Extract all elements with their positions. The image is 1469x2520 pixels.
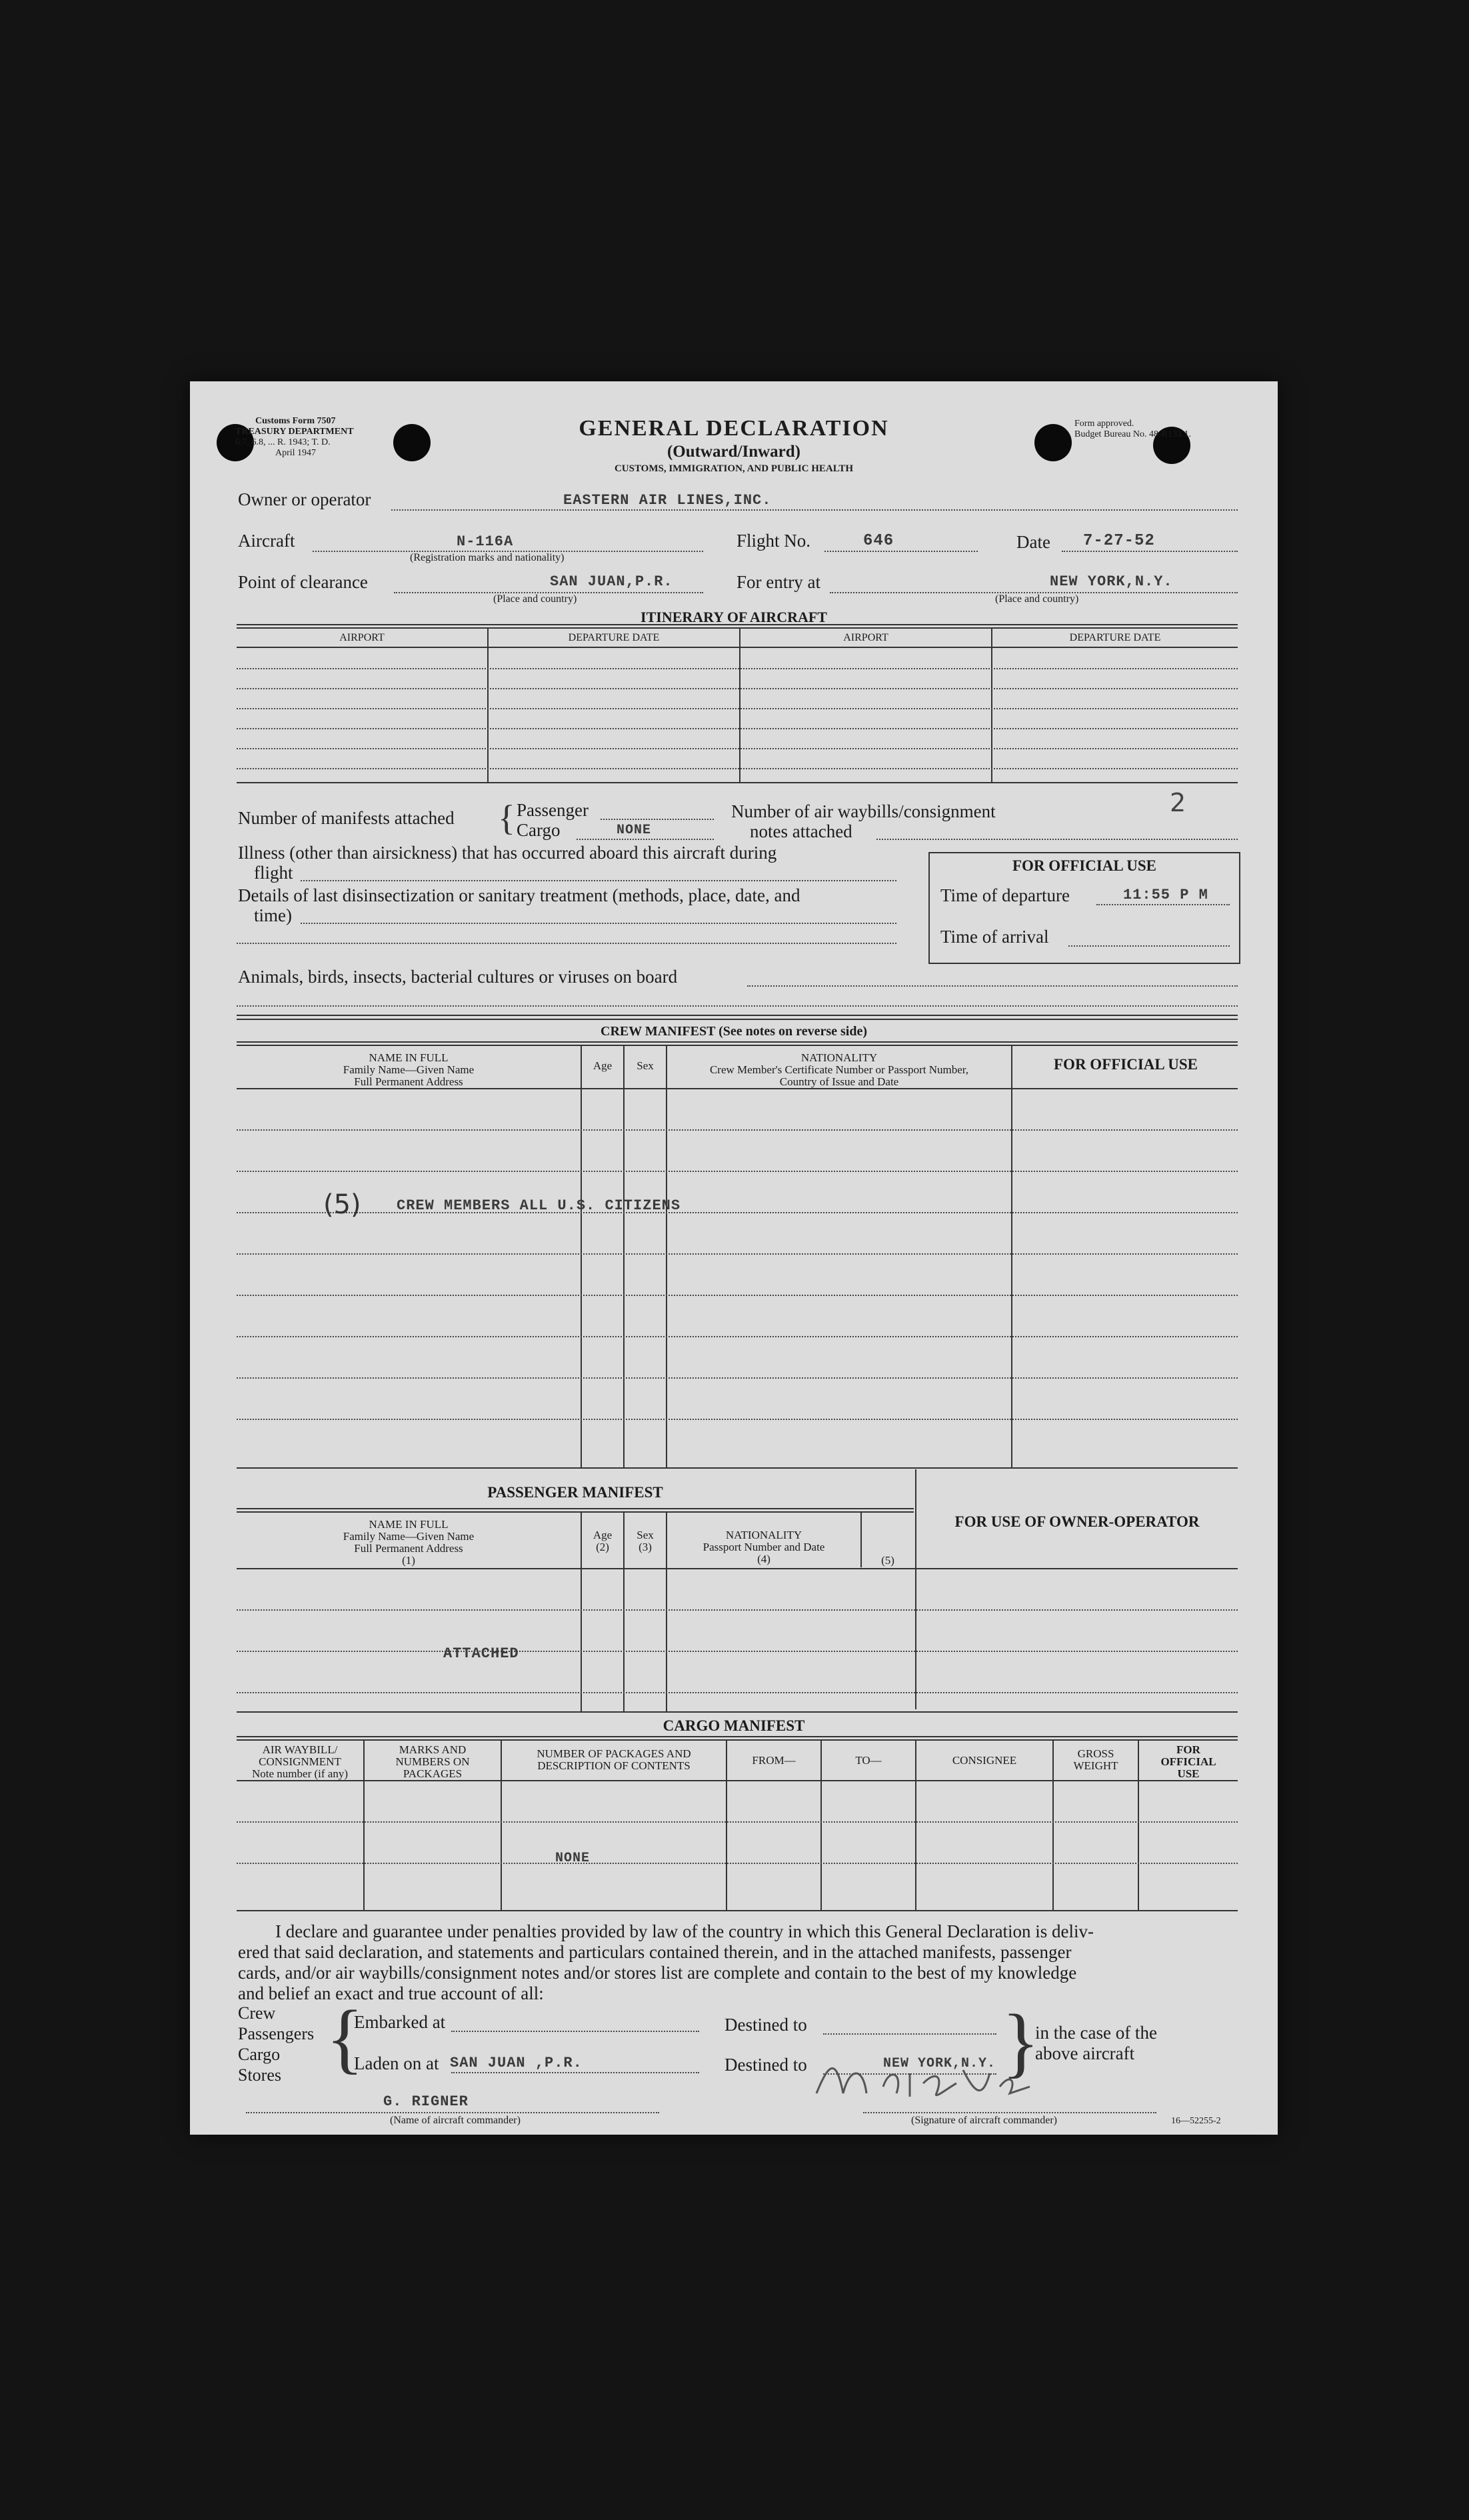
cargo-col-consignee: CONSIGNEE	[952, 1754, 1017, 1767]
form-id-left: Customs Form 7507 TREASURY DEPARTMENT 6.7, 6.8, ... R. 1943; T. D. April 1947	[235, 416, 354, 458]
commander-signature	[810, 2047, 1050, 2107]
itinerary-col-airport: AIRPORT	[339, 632, 385, 643]
departure-time-value: 11:55 P M	[1123, 887, 1208, 903]
cargo-manifest-title: CARGO MANIFEST	[663, 1717, 805, 1734]
disinsect-label-2: time)	[254, 905, 292, 925]
illness-label-2: flight	[254, 863, 293, 883]
itinerary-col-departure: DEPARTURE DATE	[1069, 632, 1161, 643]
entry-caption: (Place and country)	[995, 593, 1079, 605]
manifests-label: Number of manifests attached	[238, 808, 455, 828]
owner-operator-use: FOR USE OF OWNER-OPERATOR	[954, 1513, 1200, 1530]
commander-name: G. RIGNER	[383, 2093, 469, 2110]
disinsect-label: Details of last disinsectization or sanitary treatment (methods, place, date, and	[238, 885, 800, 905]
passenger-manifest-label: Passenger	[517, 800, 589, 820]
animals-label: Animals, birds, insects, bacterial cultures or viruses on board	[238, 967, 678, 987]
passenger-col-5: (5)	[881, 1554, 894, 1567]
crew-col-nationality: NATIONALITY Crew Member's Certificate Number or Passport Number, Country of Issue and Date	[709, 1051, 969, 1088]
cargo-manifest-label: Cargo	[517, 820, 561, 840]
cargo-col-from: FROM—	[752, 1754, 796, 1767]
clearance-label: Point of clearance	[238, 572, 368, 592]
passenger-manifest-title: PASSENGER MANIFEST	[487, 1484, 663, 1501]
declaration-form	[190, 381, 1278, 2135]
brace: {	[498, 798, 515, 838]
owner-label: Owner or operator	[238, 489, 371, 509]
cargo-col-marks: MARKS AND NUMBERS ON PACKAGES	[395, 1743, 470, 1780]
cargo-col-official: FOR OFFICIAL USE	[1160, 1743, 1216, 1780]
itinerary-col-departure: DEPARTURE DATE	[568, 632, 660, 643]
cargo-entry: NONE	[555, 1851, 591, 1866]
passenger-entry: ATTACHED	[443, 1645, 519, 1662]
crew-count: (5)	[323, 1189, 361, 1220]
destined-label: Destined to	[725, 2055, 807, 2075]
clearance-caption: (Place and country)	[493, 593, 577, 605]
aircraft-caption: (Registration marks and nationality)	[410, 552, 565, 563]
aircraft-label: Aircraft	[238, 531, 295, 551]
entry-label: For entry at	[736, 572, 820, 592]
form-id-right: Form approved. Budget Bureau No. 48-R133.1.	[1074, 419, 1191, 439]
illness-label: Illness (other than airsickness) that has occurred aboard this aircraft during	[238, 843, 777, 863]
flight-value: 646	[863, 532, 894, 550]
declaration-categories: Crew Passengers Cargo Stores	[238, 2003, 315, 2085]
form-subtitle: (Outward/Inward)	[667, 443, 800, 461]
case-note: in the case of the above aircraft	[1035, 2023, 1157, 2063]
itinerary-title: ITINERARY OF AIRCRAFT	[641, 609, 827, 625]
declaration-text: I declare and guarantee under penalties provided by law of the country in which this General Declaration is deliv- ered that said declaration, and statements and particulars contained therein, and in the attached manifests, passenger cards, and/or air waybills/consignment notes and/or stores list are complete and contain to the best of my knowledge and belief an exact and true account of all:	[238, 1921, 1094, 2003]
embarked-label: Embarked at	[354, 2012, 446, 2032]
form-agencies: CUSTOMS, IMMIGRATION, AND PUBLIC HEALTH	[614, 463, 854, 474]
cargo-col-weight: GROSS WEIGHT	[1073, 1747, 1118, 1772]
flight-label: Flight No.	[736, 531, 811, 551]
departure-time-label: Time of departure	[940, 885, 1070, 905]
commander-name-caption: (Name of aircraft commander)	[390, 2115, 521, 2126]
itinerary-col-airport: AIRPORT	[843, 632, 888, 643]
signature-caption: (Signature of aircraft commander)	[911, 2115, 1058, 2126]
laden-label: Laden on at	[354, 2053, 439, 2073]
owner-value: EASTERN AIR LINES,INC.	[563, 492, 772, 509]
date-label: Date	[1016, 532, 1050, 552]
clearance-value: SAN JUAN,P.R.	[550, 573, 673, 590]
destined-label: Destined to	[725, 2015, 807, 2035]
waybills-value: 2	[1170, 788, 1186, 817]
laden-value: SAN JUAN ,P.R.	[450, 2055, 583, 2071]
waybills-label: Number of air waybills/consignment	[731, 801, 996, 821]
crew-col-name: NAME IN FULL Family Name—Given Name Full Permanent Address	[343, 1051, 475, 1088]
cargo-col-description: NUMBER OF PACKAGES AND DESCRIPTION OF CONTENTS	[537, 1747, 691, 1772]
cargo-col-to: TO—	[855, 1754, 882, 1767]
passenger-col-name: NAME IN FULL Family Name—Given Name Full Permanent Address (1)	[343, 1518, 475, 1567]
crew-col-official: FOR OFFICIAL USE	[1054, 1056, 1198, 1073]
passenger-col-sex: Sex (3)	[637, 1529, 654, 1553]
cargo-manifest-value: NONE	[617, 823, 652, 838]
crew-entry: CREW MEMBERS ALL U.S. CITIZENS	[397, 1197, 681, 1214]
brace: }	[1002, 1998, 1040, 2085]
aircraft-value: N-116A	[457, 533, 514, 550]
destined-value: NEW YORK,N.Y.	[883, 2056, 996, 2071]
cargo-col-waybill: AIR WAYBILL/ CONSIGNMENT Note number (if any)	[252, 1743, 348, 1780]
crew-col-sex: Sex	[637, 1059, 654, 1072]
passenger-col-age: Age (2)	[593, 1529, 613, 1553]
print-code: 16—52255-2	[1171, 2116, 1221, 2126]
waybills-label-2: notes attached	[750, 821, 852, 841]
arrival-time-label: Time of arrival	[940, 927, 1049, 947]
brace: {	[326, 1994, 364, 2081]
date-value: 7-27-52	[1083, 532, 1155, 550]
crew-col-age: Age	[593, 1059, 613, 1072]
crew-manifest-title: CREW MANIFEST (See notes on reverse side)	[601, 1024, 867, 1039]
form-title: GENERAL DECLARATION	[579, 416, 889, 441]
entry-value: NEW YORK,N.Y.	[1050, 573, 1173, 590]
official-use-title: FOR OFFICIAL USE	[1012, 857, 1156, 874]
passenger-col-nationality: NATIONALITY Passport Number and Date (4)	[703, 1529, 825, 1565]
